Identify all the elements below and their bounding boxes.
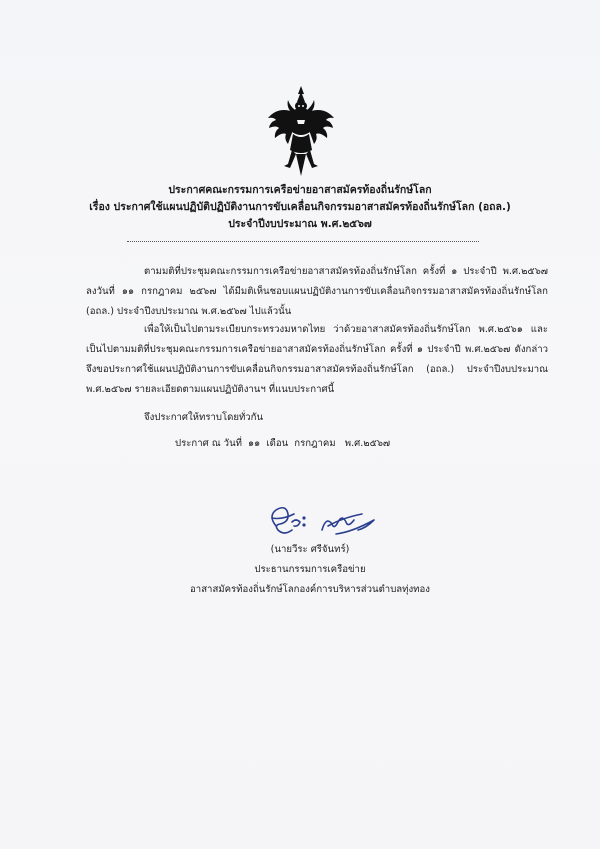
signatory-name: (นายวีระ ศรีจันทร์) <box>270 544 350 555</box>
announcement-heading <box>60 182 540 233</box>
announcement-title: ประกาศคณะกรรมการเครือข่ายอาสาสมัครท้องถิ่นรักษ์โลก <box>168 184 432 196</box>
paragraph-2: เพื่อให้เป็นไปตามระเบียบกระทรวงมหาดไทย ว่าด้วยอาสาสมัครท้องถิ่นรักษ์โลก พ.ศ.๒๕๖๑ และเป็นไปตามมติที่ประชุมคณะกรรมการเครือข่ายอาสาสมัครท้องถิ่นรักษ์โลก ครั้งที่ ๑ ประจำปี พ.ศ.๒๕๖๗ ดังกล่าว จึงขอประกาศใช้แผนปฏิบัติงานการขับเคลื่อนกิจกรรมอาสาสมัครท้องถิ่นรักษ์โลก (อถล.) ประจำปีงบประมาณ พ.ศ.๒๕๖๗ รายละเอียดตามแผนปฏิบัติงานฯ ที่แนบประกาศนี้ <box>86 324 548 395</box>
announcement-subject: เรื่อง ประกาศใช้แผนปฏิบัติปฏิบัติงานการขับเคลื่อนกิจกรรมอาสาสมัครท้องถิ่นรักษ์โลก (อถล.) <box>89 201 511 213</box>
announcement-date: ประกาศ ณ วันที่ ๑๑ เดือน กรกฎาคม พ.ศ.๒๕๖๗ <box>175 438 391 449</box>
signature-block <box>160 540 460 600</box>
paragraph-1: ตามมติที่ประชุมคณะกรรมการเครือข่ายอาสาสมัครท้องถิ่นรักษ์โลก ครั้งที่ ๑ ประจำปี พ.ศ.๒๕๖๗ ลงวันที่ ๑๑ กรกฎาคม ๒๕๖๗ ได้มีมติเห็นชอบแผนปฏิบัติงานการขับเคลื่อนกิจกรรมอาสาสมัครท้องถิ่นรักษ์โลก (อถล.) ประจำปีงบประมาณ พ.ศ.๒๕๖๗ ไปแล้วนั้น <box>86 266 548 317</box>
paragraph-2-container <box>86 320 548 400</box>
signatory-position: ประธานกรรมการเครือข่าย <box>254 564 366 575</box>
garuda-emblem-icon <box>266 84 336 180</box>
paragraph-1-container <box>86 262 548 322</box>
fiscal-year: ประจำปีงบประมาณ พ.ศ.๒๕๖๗ <box>228 218 372 230</box>
separator-line <box>127 241 479 242</box>
signatory-organization: อาสาสมัครท้องถิ่นรักษ์โลกองค์การบริหารส่วนตำบลทุ่งทอง <box>190 584 430 595</box>
closing-statement: จึงประกาศให้ทราบโดยทั่วกัน <box>144 412 264 423</box>
